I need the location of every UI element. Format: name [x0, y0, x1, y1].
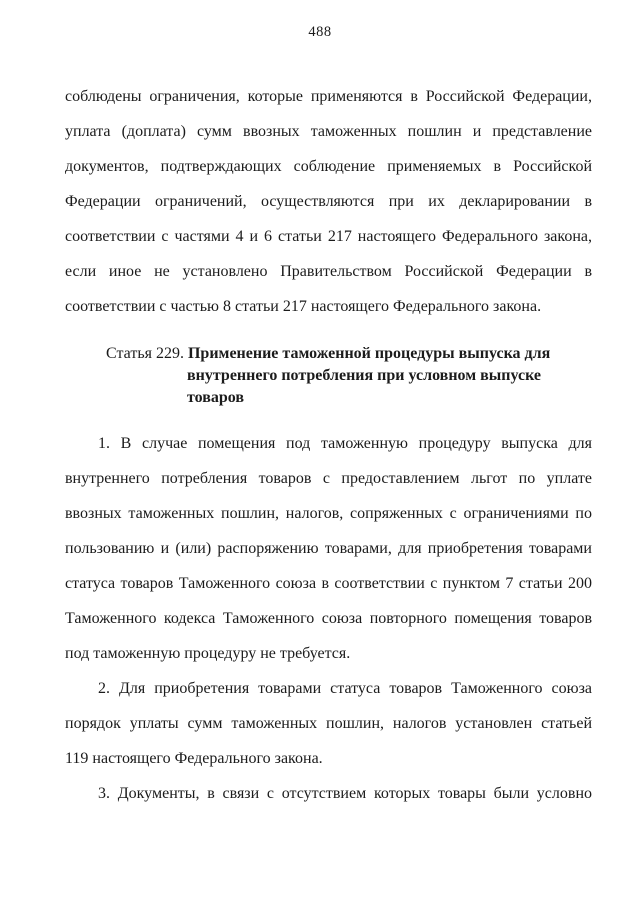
text-line: документов, подтверждающих соблюдение применяемых в Российской	[65, 158, 592, 175]
page-number: 488	[308, 24, 332, 40]
paragraph-2	[65, 671, 592, 776]
text-line: Федерации ограничений, осуществляются при их декларировании в	[65, 193, 592, 210]
text-line: соответствии с частями 4 и 6 статьи 217 настоящего Федерального закона,	[65, 228, 592, 245]
text-line: соответствии с частью 8 статьи 217 настоящего Федерального закона.	[65, 298, 542, 315]
article-number-label: Статья 229.	[106, 345, 184, 362]
text-line: 119 настоящего Федерального закона.	[65, 750, 323, 767]
article-heading	[65, 343, 592, 409]
paragraph-continuation	[65, 79, 592, 324]
text-line: порядок уплаты сумм таможенных пошлин, налогов установлен статьей	[65, 715, 592, 732]
article-heading-line	[65, 343, 592, 365]
text-line: пользованию и (или) распоряжению товарами, для приобретения товарами	[65, 540, 592, 557]
text-line: Таможенного кодекса Таможенного союза повторного помещения товаров	[65, 610, 592, 627]
text-line: под таможенную процедуру не требуется.	[65, 645, 351, 662]
document-body	[65, 79, 592, 811]
text-line: уплата (доплата) сумм ввозных таможенных пошлин и представление	[65, 123, 592, 140]
article-title-line: Применение таможенной процедуры выпуска для	[187, 345, 551, 362]
text-line: статуса товаров Таможенного союза в соответствии с пунктом 7 статьи 200	[65, 575, 592, 592]
article-title-line: товаров	[187, 389, 245, 406]
text-line: соблюдены ограничения, которые применяются в Российской Федерации,	[65, 88, 592, 105]
text-line: внутреннего потребления товаров с предоставлением льгот по уплате	[65, 470, 592, 487]
article-title-line: внутреннего потребления при условном выпуске	[187, 367, 542, 384]
text-line: 1. В случае помещения под таможенную процедуру выпуска для	[98, 435, 592, 452]
paragraph-1	[65, 426, 592, 671]
text-line: 2. Для приобретения товарами статуса товаров Таможенного союза	[98, 680, 592, 697]
text-line: 3. Документы, в связи с отсутствием которых товары были условно	[98, 785, 592, 802]
text-line: если иное не установлено Правительством Российской Федерации в	[65, 263, 592, 280]
paragraph-3	[65, 776, 592, 811]
text-line: ввозных таможенных пошлин, налогов, сопряженных с ограничениями по	[65, 505, 592, 522]
